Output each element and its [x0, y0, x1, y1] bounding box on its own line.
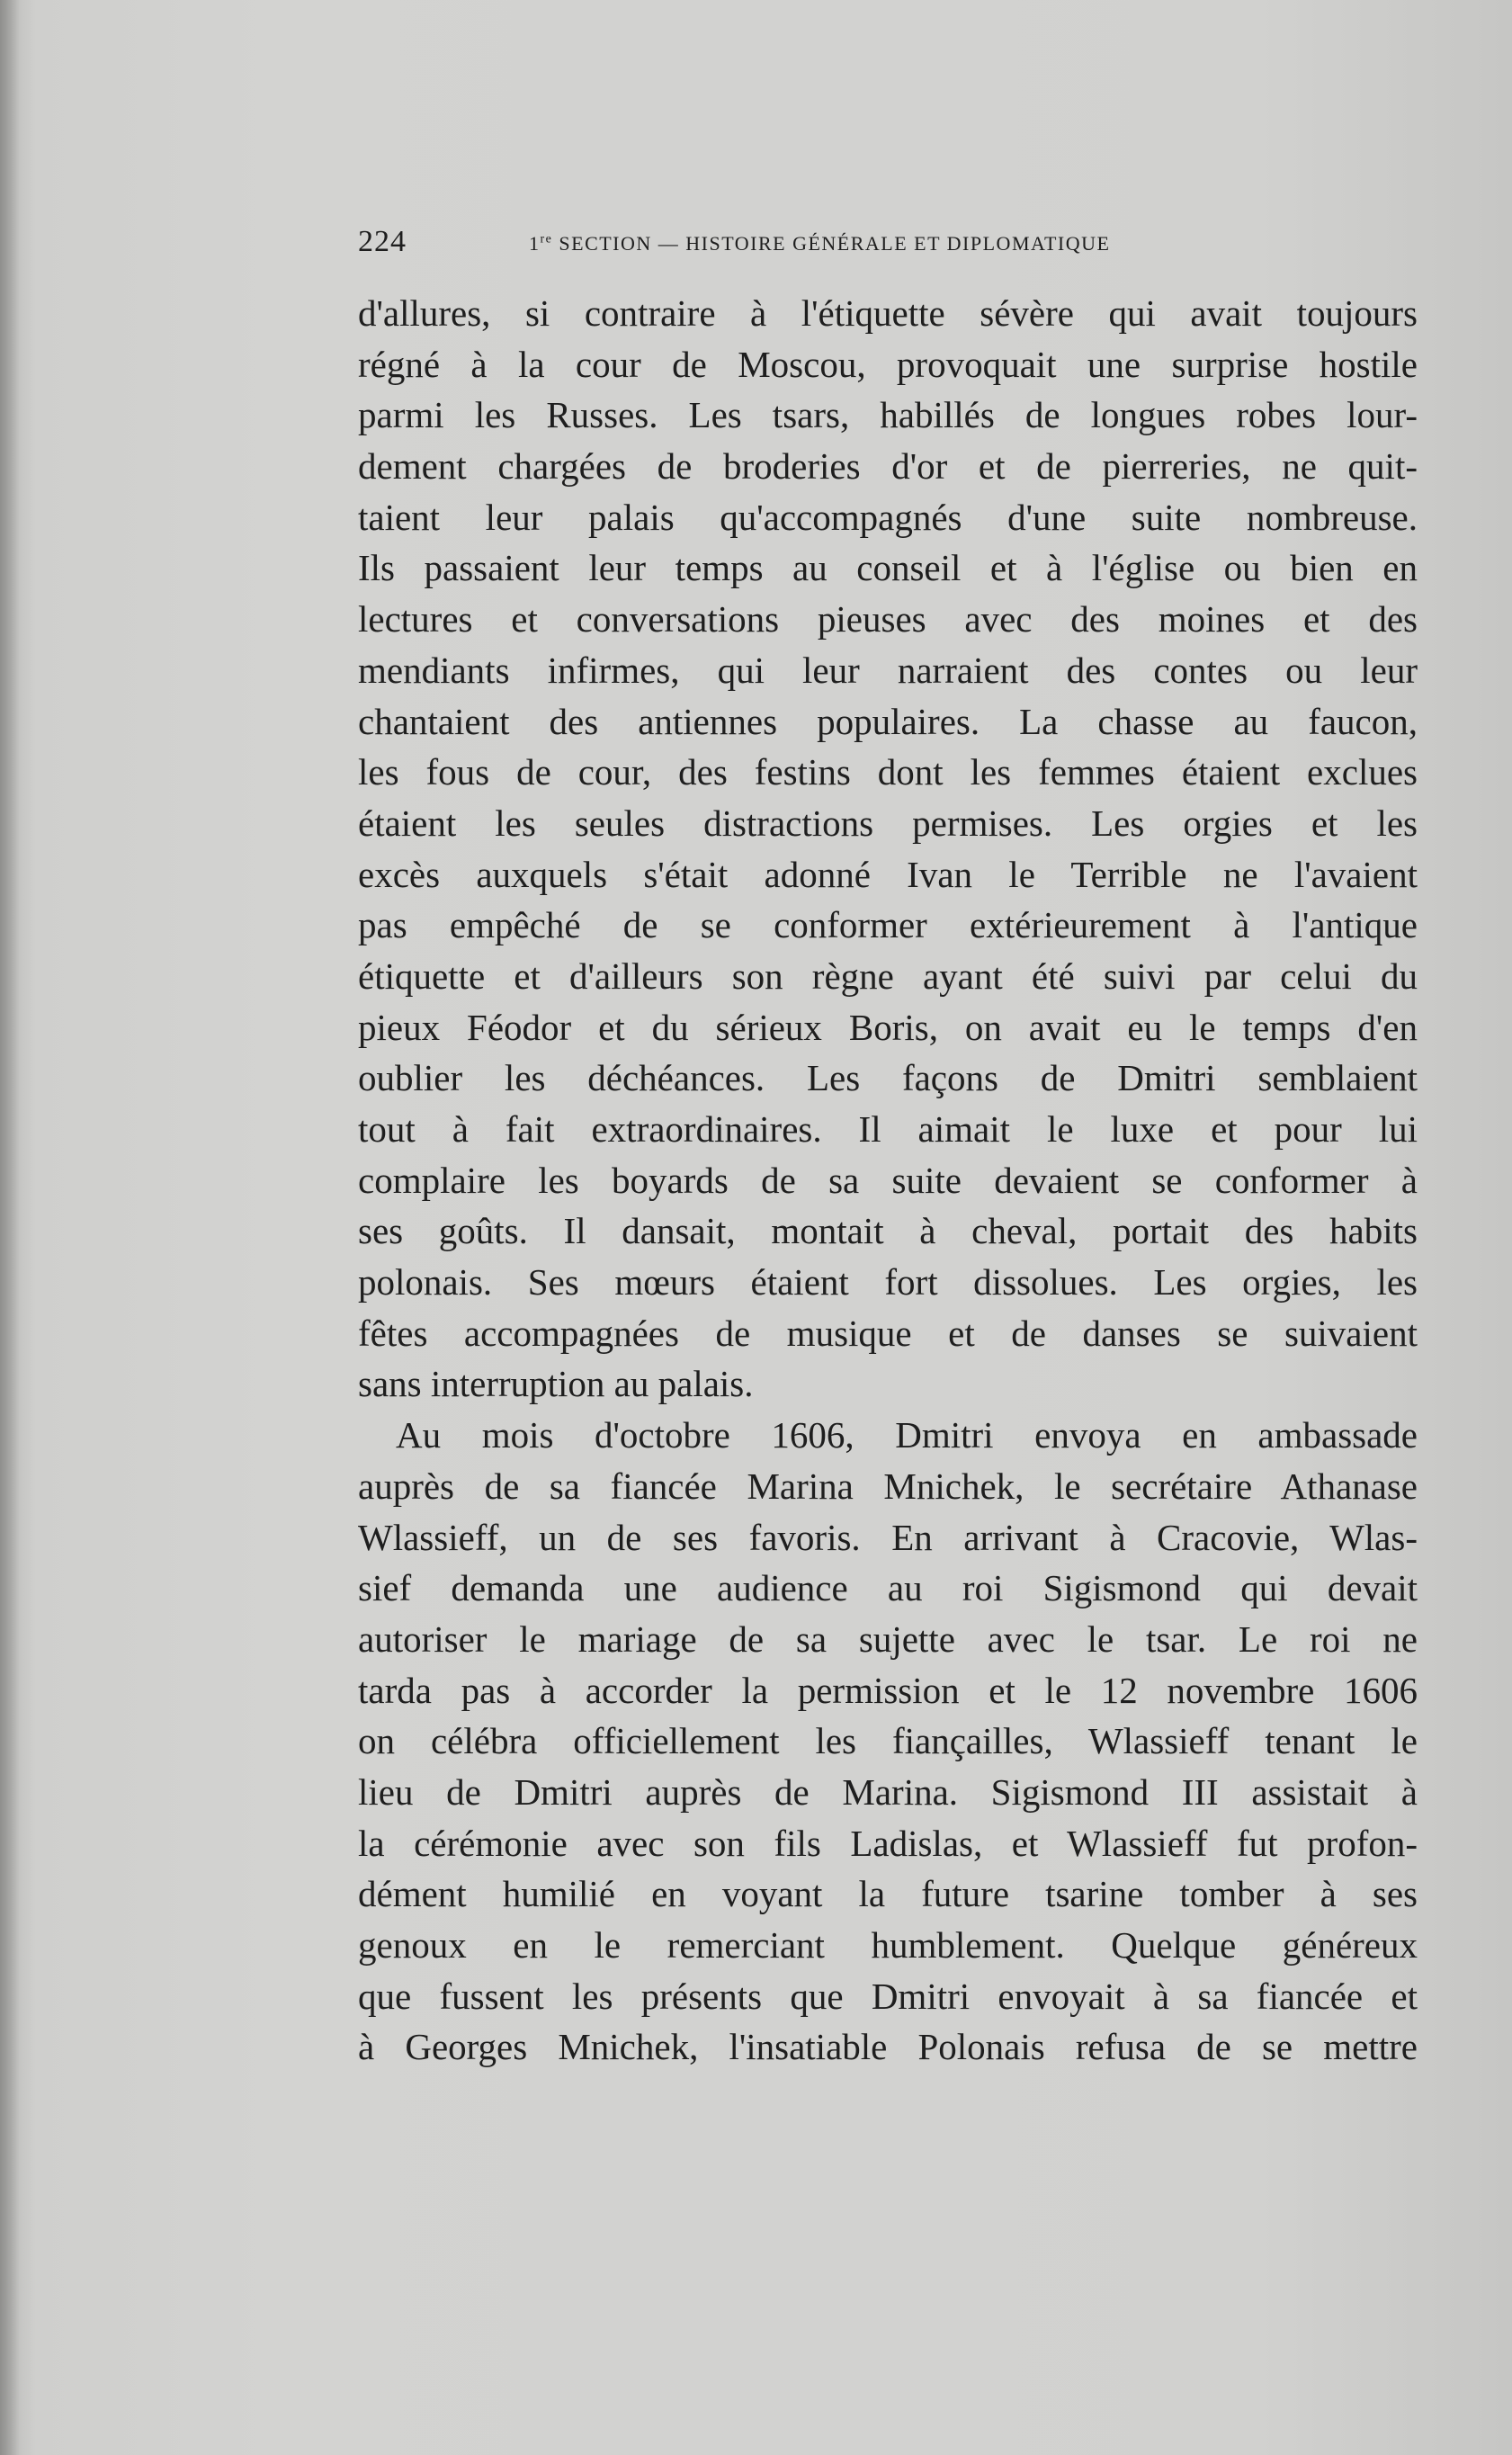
text-line: on célébra officiellement les fiançailles, Wlassieff tenant le [358, 1720, 1418, 1762]
text-line: fêtes accompagnées de musique et de danses se suivaient [358, 1312, 1418, 1354]
section-title: SECTION — HISTOIRE GÉNÉRALE ET DIPLOMATIQUE [552, 232, 1111, 255]
text-line: excès auxquels s'était adonné Ivan le Terrible ne l'avaient [358, 853, 1418, 895]
text-line: autoriser le mariage de sa sujette avec le tsar. Le roi ne [358, 1617, 1418, 1660]
paragraph-start-line: Au mois d'octobre 1606, Dmitri envoya en ambassade [396, 1414, 1418, 1456]
text-line: polonais. Ses mœurs étaient fort dissolues. Les orgies, les [358, 1261, 1418, 1304]
text-line: sief demanda une audience au roi Sigismond qui devait [358, 1567, 1418, 1609]
text-line: lieu de Dmitri auprès de Marina. Sigismond III assistait à [358, 1770, 1418, 1813]
text-line: lectures et conversations pieuses avec des moines et des [358, 598, 1418, 641]
paragraph-end-line: sans interruption au palais. [358, 1363, 754, 1405]
text-line: les fous de cour, des festins dont les femmes étaient exclues [358, 751, 1418, 793]
text-line: la cérémonie avec son fils Ladislas, et Wlassieff fut profon- [358, 1822, 1418, 1864]
text-line: parmi les Russes. Les tsars, habillés de longues robes lour- [358, 394, 1418, 436]
text-line: complaire les boyards de sa suite devaient se conformer à [358, 1159, 1418, 1201]
section-heading [529, 232, 1110, 255]
text-line: régné à la cour de Moscou, provoquait une surprise hostile [358, 343, 1418, 385]
text-line: pieux Féodor et du sérieux Boris, on avait eu le temps d'en [358, 1006, 1418, 1048]
text-line: dement chargées de broderies d'or et de pierreries, ne quit- [358, 445, 1418, 488]
section-ordinal-superscript: re [540, 232, 553, 246]
text-line: chantaient des antiennes populaires. La chasse au faucon, [358, 700, 1418, 742]
text-line: genoux en le remerciant humblement. Quelque généreux [358, 1924, 1418, 1966]
text-line: Wlassieff, un de ses favoris. En arrivant à Cracovie, Wlas- [358, 1516, 1418, 1558]
binding-shadow [0, 0, 20, 2455]
text-line: taient leur palais qu'accompagnés d'une suite nombreuse. [358, 496, 1418, 538]
text-line: à Georges Mnichek, l'insatiable Polonais refusa de se mettre [358, 2026, 1418, 2068]
text-line: Ils passaient leur temps au conseil et à l'église ou bien en [358, 547, 1418, 589]
text-line: ses goûts. Il dansait, montait à cheval, portait des habits [358, 1210, 1418, 1252]
text-line: tarda pas à accorder la permission et le 12 novembre 1606 [358, 1669, 1418, 1711]
section-ordinal: 1 [529, 232, 541, 255]
text-line: que fussent les présents que Dmitri envoyait à sa fiancée et [358, 1975, 1418, 2017]
text-line: tout à fait extraordinaires. Il aimait le luxe et pour lui [358, 1108, 1418, 1150]
body-text [358, 288, 1418, 2073]
text-line: mendiants infirmes, qui leur narraient des contes ou leur [358, 649, 1418, 691]
text-line: oublier les déchéances. Les façons de Dmitri semblaient [358, 1057, 1418, 1099]
text-line: auprès de sa fiancée Marina Mnichek, le secrétaire Athanase [358, 1465, 1418, 1507]
text-line: dément humilié en voyant la future tsarine tomber à ses [358, 1873, 1418, 1915]
text-line: pas empêché de se conformer extérieurement à l'antique [358, 904, 1418, 946]
page-number: 224 [358, 225, 407, 258]
text-line: étaient les seules distractions permises. Les orgies et les [358, 802, 1418, 844]
text-line: d'allures, si contraire à l'étiquette sévère qui avait toujours [358, 292, 1418, 334]
running-header [358, 225, 1266, 261]
text-line: étiquette et d'ailleurs son règne ayant été suivi par celui du [358, 954, 1418, 997]
